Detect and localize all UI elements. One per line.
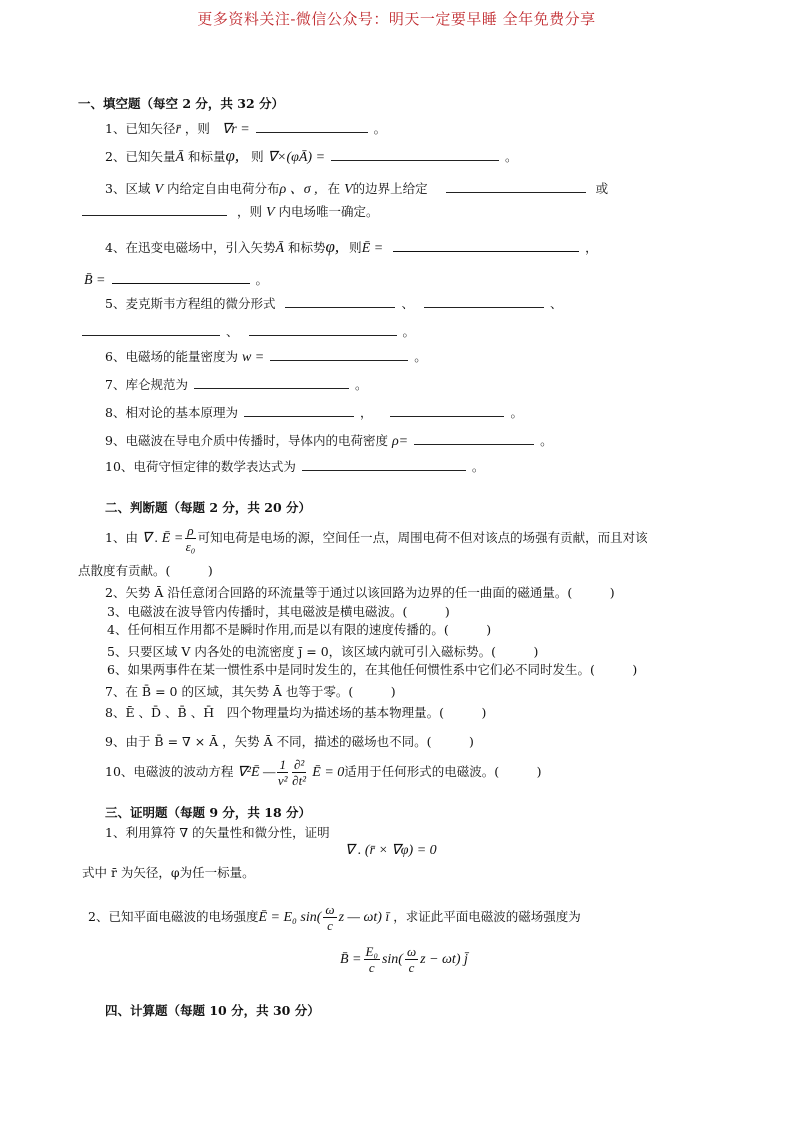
math: Ā (175, 150, 185, 165)
q-text: 。 (505, 149, 518, 164)
answer-blank[interactable] (446, 179, 586, 193)
q-text: 则 (349, 240, 362, 255)
math: w = (241, 350, 265, 365)
q-text: ， (359, 405, 373, 420)
answer-blank[interactable] (249, 322, 397, 336)
math: z — ωt) ī (338, 910, 390, 925)
answer-blank[interactable] (393, 238, 579, 252)
fill-q3 (105, 179, 608, 199)
denominator: c (408, 960, 415, 975)
fraction (185, 523, 195, 554)
q-text: 9、电磁波在导电介质中传播时，导体内的电荷密度 (105, 433, 388, 448)
q-text: 4、在迅变电磁场中，引入矢势 (105, 240, 276, 255)
q-text: 。 (402, 324, 416, 339)
q-text: 则 (251, 149, 264, 164)
q-text: 的边界上给定 (352, 181, 428, 196)
q-text: 。 (510, 405, 523, 420)
judge-q10 (105, 755, 542, 790)
proof-q1: 1、利用算符 ∇ 的矢量性和微分性，证明 (105, 825, 330, 840)
proof-q1-formula: ∇ . (r̄ × ∇φ) = 0 (345, 843, 437, 858)
judge-q1-cont: 点散度有贡献。( ) (78, 563, 213, 578)
answer-blank[interactable] (82, 322, 220, 336)
math: V (265, 205, 275, 220)
fraction (364, 944, 380, 975)
judge-q2: 2、矢势 Ā 沿任意闭合回路的环流量等于通过以该回路为边界的任一曲面的磁通量。( ) (105, 585, 615, 600)
fill-q5 (105, 294, 562, 313)
answer-blank[interactable] (331, 147, 499, 161)
q-text: 或 (595, 181, 609, 196)
q-text: 在 (327, 181, 341, 196)
math: Ā (275, 241, 285, 256)
q-text: 3、区域 (105, 181, 151, 196)
answer-blank[interactable] (424, 294, 544, 308)
judge-q3: 3、电磁波在波导管内传播时，其电磁波是横电磁波。( ) (107, 604, 450, 619)
math: z − ωt) j̄ (420, 952, 468, 967)
proof-q2 (88, 900, 581, 935)
denominator: ε₀ (185, 539, 196, 554)
numerator: ω (406, 944, 417, 959)
judge-q9: 9、由于 B̄ = ∇ × Ā ，矢势 Ā 不同，描述的磁场也不同。( ) (105, 734, 474, 749)
q-text: 可知电荷是电场的源，空间任一点，周围电荷不但对该点的场强有贡献，而且对该 (197, 530, 648, 545)
q-text: 、 (226, 324, 239, 339)
answer-blank[interactable] (390, 403, 504, 417)
fraction (405, 944, 418, 975)
q-text: 和标势 (288, 240, 326, 255)
section4-title: 四、计算题（每题 10 分，共 30 分） (105, 1003, 320, 1018)
q-text: 1、已知矢径 (105, 121, 176, 136)
fill-q5-cont (82, 322, 415, 341)
math: V (154, 182, 163, 197)
fill-q6 (105, 347, 427, 367)
answer-blank[interactable] (270, 347, 408, 361)
fill-q4-cont (84, 270, 268, 290)
q-text: ， (585, 240, 598, 255)
fill-q10 (105, 457, 484, 476)
math: φ, (225, 146, 240, 165)
math: B̄ = (340, 952, 362, 967)
q-text: ，则 (236, 204, 262, 219)
section1-title: 一、填空题（每空 2 分，共 32 分） (78, 96, 285, 111)
numerator: ρ (187, 523, 194, 538)
q-text: 、 (549, 296, 563, 311)
q-text: 。 (354, 377, 368, 392)
fraction (292, 757, 306, 788)
fraction (277, 757, 288, 788)
q-text: 2、已知平面电磁波的电场强度 (88, 909, 259, 924)
denominator: ∂t² (292, 773, 307, 788)
fill-q4 (105, 238, 598, 258)
answer-blank[interactable] (285, 294, 395, 308)
q-text: 。 (373, 121, 387, 136)
proof-q2-formula (340, 942, 468, 977)
math: ∇ . Ē = (141, 531, 184, 546)
q-text: 、 (401, 296, 414, 311)
denominator: c (327, 918, 333, 933)
q-text: 内电场唯一确定。 (278, 204, 379, 219)
numerator: 1 (279, 757, 286, 772)
numerator: E₀ (365, 944, 378, 959)
denominator: v² (277, 773, 288, 788)
q-text: 1、由 (105, 530, 138, 545)
q-text: 10、电磁波的波动方程 (105, 764, 234, 779)
fill-q1 (105, 119, 386, 139)
math: φ, (325, 237, 340, 256)
judge-q1 (105, 522, 648, 555)
q-text: 。 (255, 272, 269, 287)
q-text: ，则 (184, 121, 210, 136)
fill-q8 (105, 403, 523, 422)
math: r̄ (175, 122, 181, 137)
judge-q6: 6、如果两事件在某一惯性系中是同时发生的，在其他任何惯性系中它们必不同时发生。( ) (107, 662, 638, 677)
math: Ē = (361, 241, 384, 256)
fraction (323, 902, 336, 933)
denominator: c (368, 960, 375, 975)
judge-q5: 5、只要区域 V 内各处的电流密度 j̄ = 0，该区域内就可引入磁标势。( ) (107, 644, 539, 659)
fill-q2 (105, 147, 518, 167)
math: Ē = 0 (312, 765, 345, 780)
q-text: 和标量 (188, 149, 226, 164)
answer-blank[interactable] (82, 202, 227, 216)
q-text: 。 (414, 349, 427, 364)
q-text: 2、已知矢量 (105, 149, 176, 164)
q-text: 6、电磁场的能量密度为 (105, 349, 238, 364)
section2-title: 二、判断题（每题 2 分，共 20 分） (105, 500, 312, 515)
math: sin( (381, 952, 403, 967)
q-text: 10、电荷守恒定律的数学表达式为 (105, 459, 296, 474)
q-text: 适用于任何形式的电磁波。( ) (344, 764, 542, 779)
judge-q8: 8、Ē 、D̄ 、B̄ 、H̄ 四个物理量均为描述场的基本物理量。( ) (105, 705, 487, 720)
answer-blank[interactable] (256, 119, 368, 133)
fill-q7 (105, 375, 367, 394)
math: B̄ = (84, 273, 106, 288)
answer-blank[interactable] (112, 270, 250, 284)
q-text: 8、相对论的基本原理为 (105, 405, 238, 420)
answer-blank[interactable] (194, 375, 349, 389)
q-text: 。 (471, 459, 485, 474)
math: ∇²Ē — (237, 765, 276, 780)
answer-blank[interactable] (302, 457, 466, 471)
math: ∇×(φĀ) = (267, 150, 326, 165)
math: ∇r = (221, 122, 250, 137)
math: ρ= (391, 434, 409, 449)
proof-q1-note: 式中 r̄ 为矢径，φ为任一标量。 (82, 865, 255, 880)
section3-title: 三、证明题（每题 9 分，共 18 分） (105, 805, 312, 820)
q-text: 7、库仑规范为 (105, 377, 188, 392)
q-text: 。 (540, 433, 553, 448)
math: V (344, 182, 353, 197)
watermark-header: 更多资料关注-微信公众号：明天一定要早睡 全年免费分享 (197, 10, 596, 28)
fill-q3-cont (82, 202, 379, 222)
q-text: 内给定自由电荷分布 (166, 181, 280, 196)
answer-blank[interactable] (414, 431, 534, 445)
q-text: ，求证此平面电磁波的磁场强度为 (393, 909, 581, 924)
judge-q4: 4、任何相互作用都不是瞬时作用,而是以有限的速度传播的。( ) (107, 622, 492, 637)
math: ρ 、σ , (279, 182, 318, 197)
numerator: ω (325, 902, 335, 917)
answer-blank[interactable] (244, 403, 354, 417)
fill-q9 (105, 431, 553, 451)
judge-q7: 7、在 B̄ = 0 的区域，其矢势 Ā 也等于零。( ) (105, 684, 396, 699)
q-text: 5、麦克斯韦方程组的微分形式 (105, 296, 276, 311)
numerator: ∂² (293, 757, 305, 772)
math: Ē = E₀ sin( (258, 910, 322, 925)
